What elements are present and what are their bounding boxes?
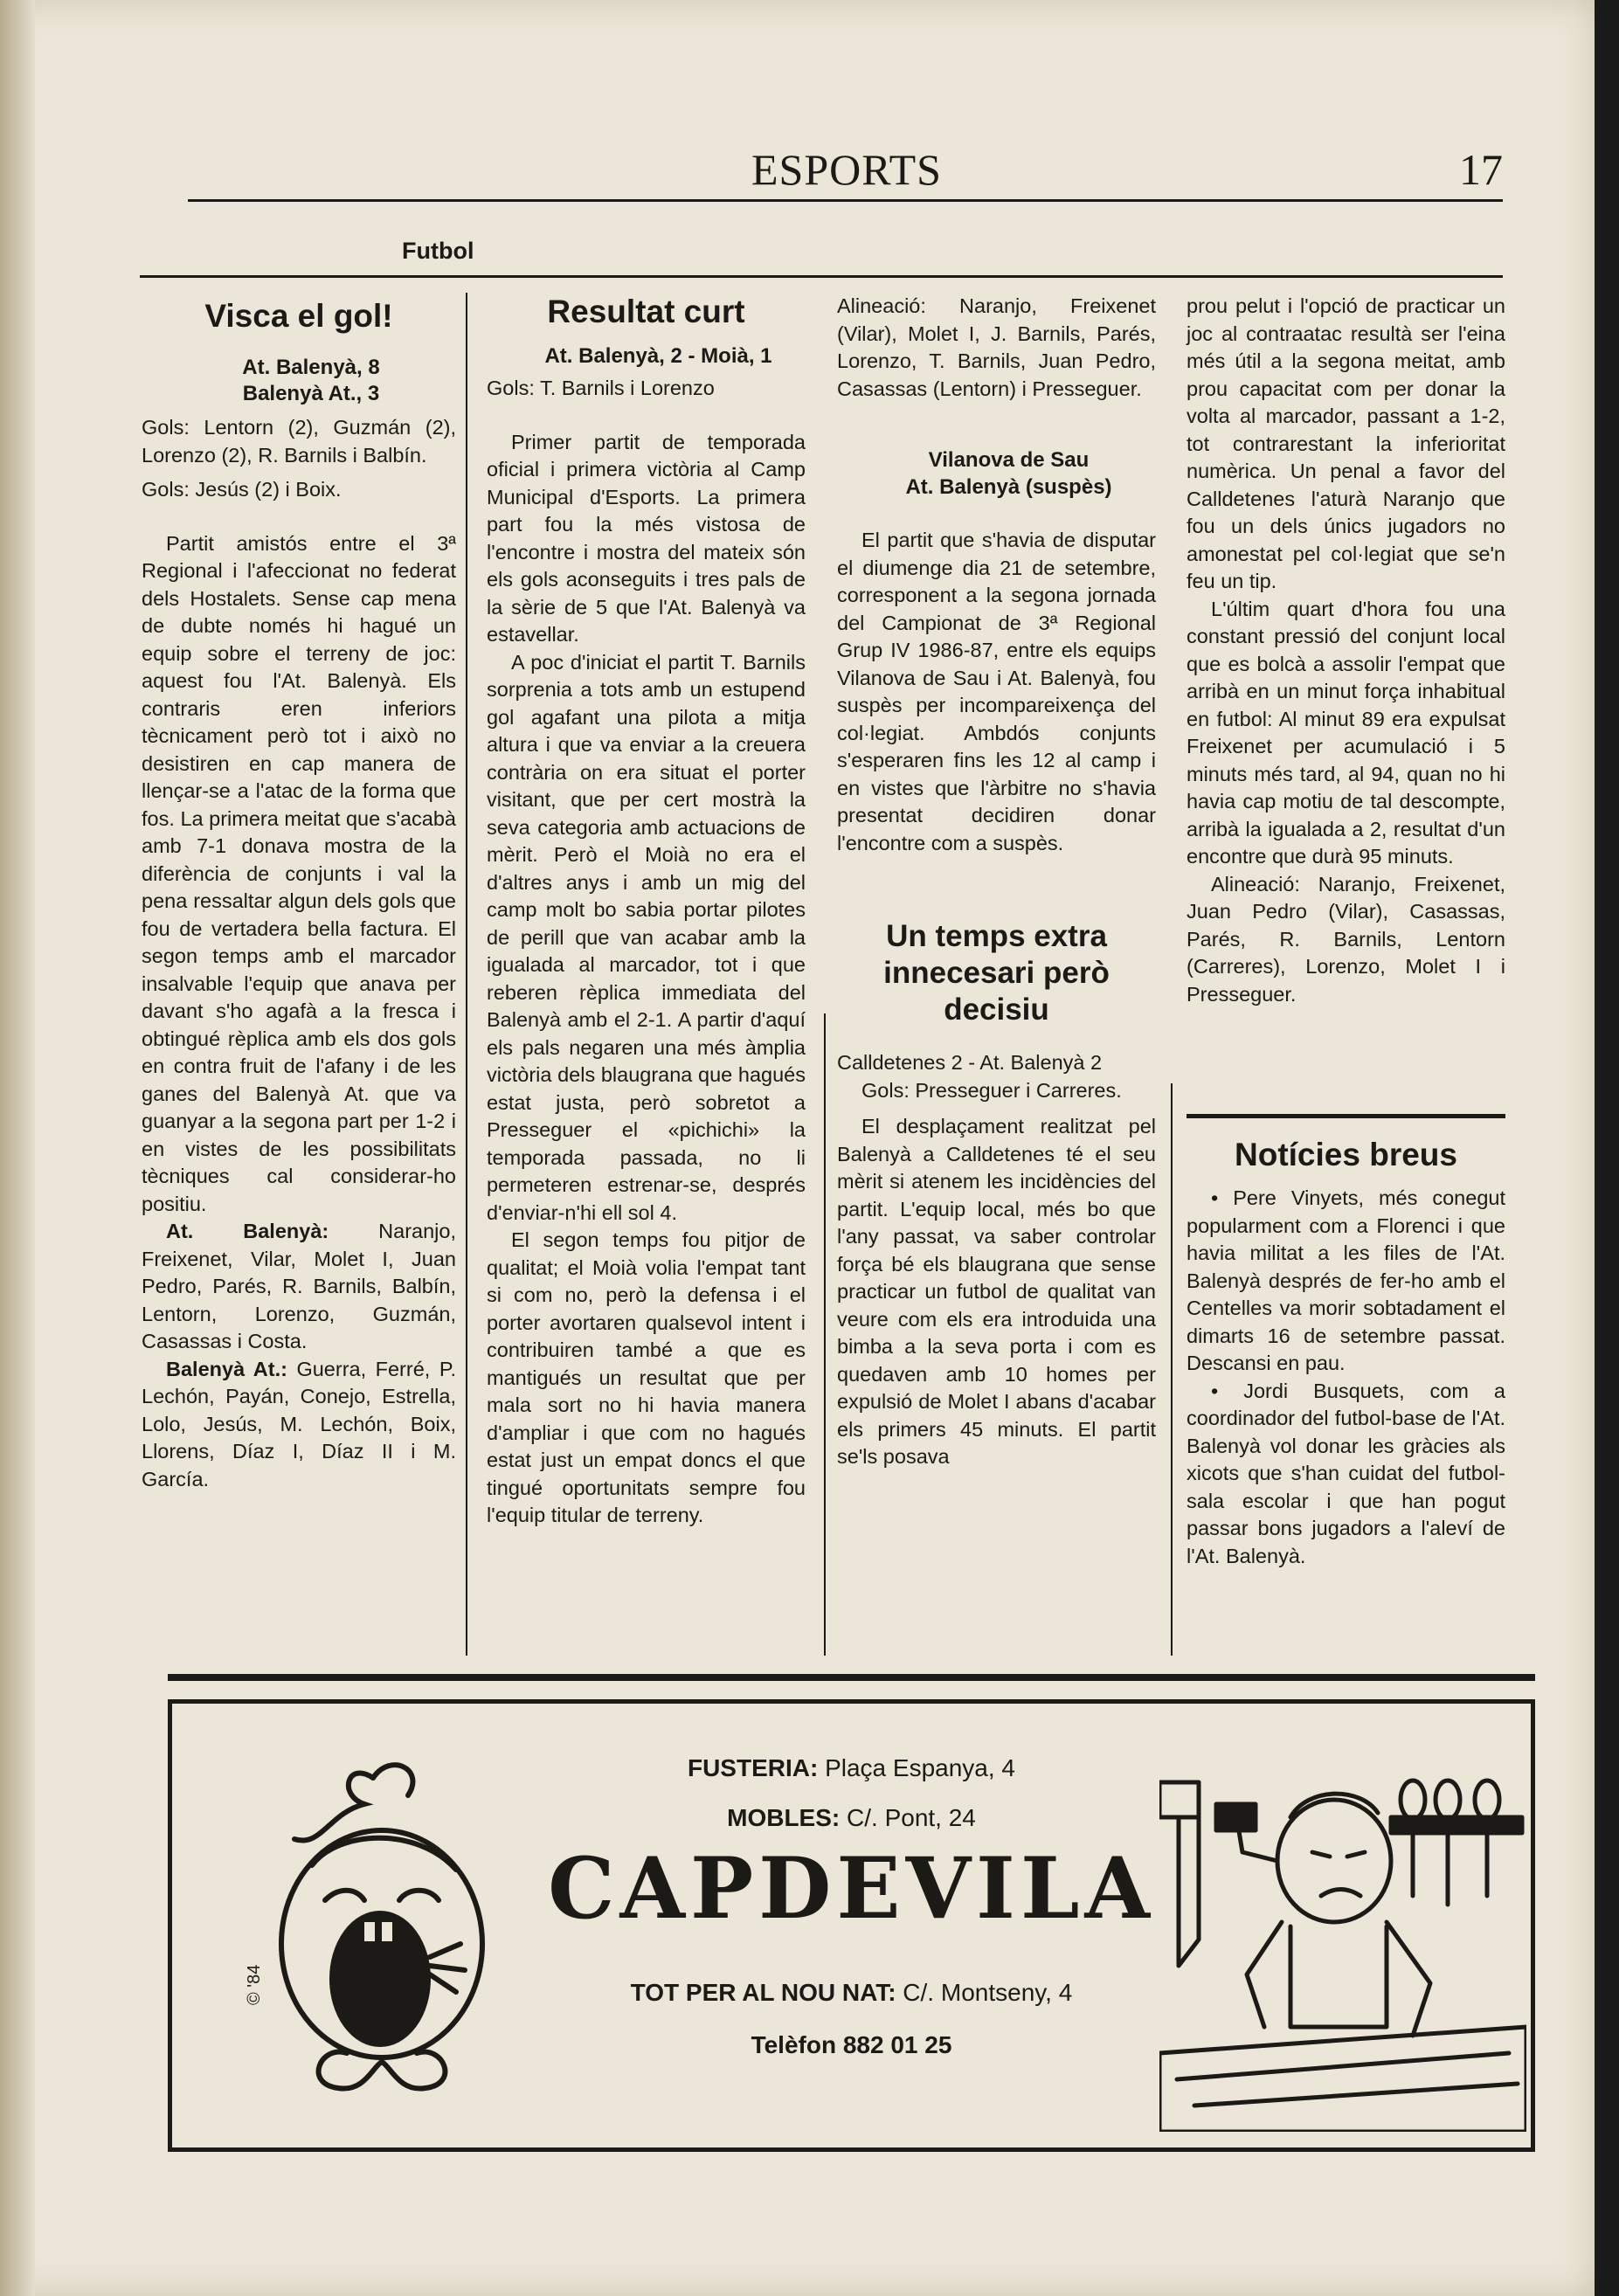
lineup-names: Guerra, Ferré, P. Lechón, Payán, Conejo, Estrella, Lolo, Jesús, M. Lechón, Boix, Llorens, Díaz I, Díaz II i M. García. (142, 1357, 456, 1490)
article-title: Resultat curt (547, 294, 745, 329)
ad-top-rule (168, 1674, 1535, 1681)
section-label: Futbol (402, 238, 474, 264)
ad-value: C/. Pont, 24 (840, 1804, 976, 1831)
article-paragraph: El segon temps fou pitjor de qualitat; el Moià volia l'empat tant si com no, però la defensa i el porter avortaren qualsevol intent i contribuiren també a que es mantigués un resultat que per mala sort no hi havia manera d'ampliar i que com no hagués estat just un empat doncs el que tingué oportunitats sempre fou l'equip titular de terreny. (487, 1228, 806, 1526)
advertisement-capdevila (168, 1699, 1535, 2152)
lineup-text: Alineació: Naranjo, Freixenet, Juan Pedro (Vilar), Casassas, Parés, R. Barnils, Lentorn (Carreres), Lorenzo, Molet I i Presseguer. (1187, 872, 1505, 1006)
article-resultat-curt (487, 293, 806, 1530)
goals-text: Gols: Jesús (2) i Boix. (142, 478, 342, 501)
article-paragraph: L'últim quart d'hora fou una constant pressió del conjunt local que es bolcà a assolir l'empat que arribà en un minut força inhabitual en futbol: Al minut 89 era expulsat Freixenet per acumulació i 5 minuts més tard, al 94, quan no hi havia cap motiu de tal descompte, arribà la igualada a 2, resultat d'un encontre que durà 95 minuts. (1187, 597, 1505, 868)
ad-phone: Telèfon 882 01 25 (751, 2031, 952, 2058)
lineup-text (142, 1218, 456, 1356)
article-title: Visca el gol! (204, 298, 393, 334)
news-item: • Jordi Busquets, com a coordinador del futbol-base de l'At. Balenyà vol donar les gràcies als xicots que s'han cuidat del futbol-sala escolar i que han pogut passar bons jugadors a l'aleví de l'At. Balenyà. (1187, 1379, 1505, 1567)
article-paragraph: Primer partit de temporada oficial i primera victòria al Camp Municipal d'Esports. La primera part fou la més vistosa de l'encontre i mostra del mateix són els gols aconseguits i tres pals de la sèrie de 5 que l'At. Balenyà va estavellar. (487, 430, 806, 646)
ad-label: TOT PER AL NOU NAT: (630, 1979, 896, 2006)
lineup-label: Balenyà At.: (166, 1357, 287, 1380)
article-paragraph: prou pelut i l'opció de practicar un joc al contraatac resultà ser l'eina més útil a la segona meitat, amb prou capacitat com per donar la volta al marcador, passant a 1-2, tot contrarestant la inferioritat numèrica. Un penal a favor del Calldetenes l'aturà Naranjo que fou un dels únics jugadors no amonestat pel col·legiat que se'n feu un tip. (1187, 294, 1505, 592)
article-subtitle: At. Balenyà (suspès) (905, 475, 1112, 499)
lineup-names: Naranjo, Freixenet, Vilar, Molet I, Juan Pedro, Parés, R. Barnils, Balbín, Lentorn, Lorenzo, Guzmán, Casassas i Costa. (142, 1220, 456, 1352)
match-score: At. Balenyà, 2 - Moià, 1 (544, 344, 772, 368)
section-rule (140, 275, 1503, 278)
article-column-4 (1187, 293, 1505, 1008)
page-spine (0, 0, 35, 2296)
article-title: Notícies breus (1235, 1137, 1457, 1172)
goals-text: Gols: T. Barnils i Lorenzo (487, 377, 715, 399)
news-item: • Pere Vinyets, més conegut popularment com a Florenci i que havia militat a les files de l'At. Balenyà després de fer-ho amb el Centelles va morir sobtadament el dimarts 16 de setembre passat. Descansi en pau. (1187, 1186, 1505, 1374)
article-subtitle: Vilanova de Sau (928, 448, 1090, 472)
article-paragraph: Partit amistós entre el 3ª Regional i l'afeccionat no federat dels Hostalets. Sense cap mena de dubte només hi hagué un equip sobre el terreny de joc: aquest fou l'At. Balenyà. Els contraris eren inferiors tècnicament però tot i això no desistiren en cap manera de llençar-se a l'atac de la forma que fos. La primera meitat que s'acabà amb 7-1 donava mostra de la diferència de conjunts i val la pena ressaltar algun dels gols que fou de vertadera bella factura. El segon temps amb el marcador insalvable l'equip que anava per davant s'ho agafà a la fresca i obtingué rèplica amb els dos gols en contra fruit de l'afany i de les ganes del Balenyà At. que va guanyar a la segona part per 1-2 i en vistes de les possibilitats tècniques cal considerar-ho positiu. (142, 531, 456, 1215)
article-paragraph: El partit que s'havia de disputar el diumenge dia 21 de setembre, corresponent a la segona jornada del Campionat de 3ª Regional Grup IV 1986-87, entre els equips Vilanova de Sau i At. Balenyà, fou suspès per incompareixença del col·legiat. Ambdós conjunts s'esperaren fins les 12 al camp i en vistes que l'àrbitre no s'havia presentat decidiren donar l'encontre com a suspès. (837, 529, 1156, 854)
page-number: 17 (1459, 145, 1503, 194)
goals-text: Gols: Lentorn (2), Guzmán (2), Lorenzo (2), R. Barnils i Balbín. (142, 416, 456, 467)
news-rule (1187, 1114, 1505, 1118)
article-paragraph: A poc d'iniciat el partit T. Barnils sorprenia a tots amb un estupend gol agafant una pilota a mitja altura i que va enviar a la creuera contrària on era situat el porter visitant, que per cert mostrà la seva categoria amb actuacions de mèrit. Però el Moià no era el d'altres anys i amb un mig del camp molt bo sabia portar pilotes de perill que van acabar amb la igualada al marcador, tot i que reberen rèplica immediata del Balenyà amb el 2-1. A partir d'aquí els pals negaren una més àmplia victòria dels blaugrana que hagués estat justa, però sobretot a Presseguer el «pichichi» la temporada passada, no li permeteren estrenar-se, després d'enviar-n'hi ell sol 4. (487, 650, 806, 1224)
section-header: ESPORTS (751, 145, 942, 194)
crying-baby-illustration (242, 1743, 522, 2119)
lineup-label: At. Balenyà: (166, 1220, 329, 1242)
svg-text:© '84: © '84 (245, 1964, 264, 2005)
article-paragraph: El desplaçament realitzat pel Balenyà a Calldetenes té el seu mèrit si atenem les incidències del partit. L'equip local, més bo que l'any passat, va saber controlar força bé els blaugrana que sense practicar un futbol de qualitat van veure com els era introduida una bimba a la seva porta i com es quedaven amb 10 homes per expulsió de Molet I abans d'acabar els primers 45 minuts. El partit se'ls posava (837, 1115, 1156, 1468)
ad-label: MOBLES: (727, 1804, 841, 1831)
article-title: Un temps extra innecesari però decisiu (883, 919, 1110, 1027)
column-divider (824, 1013, 826, 1656)
ad-value: Plaça Espanya, 4 (818, 1754, 1016, 1781)
lineup-text (142, 1356, 456, 1494)
column-divider (466, 293, 467, 1656)
ad-value: C/. Montseny, 4 (896, 1979, 1073, 2006)
column-divider (1171, 1083, 1173, 1656)
match-score: Calldetenes 2 - At. Balenyà 2 (837, 1051, 1103, 1074)
ad-brand-name: CAPDEVILA (548, 1839, 1155, 1938)
header-rule (188, 199, 1503, 202)
lineup-text: Alineació: Naranjo, Freixenet (Vilar), Molet I, J. Barnils, Parés, Lorenzo, T. Barnils, Juan Pedro, Casassas (Lentorn) i Presseguer. (837, 294, 1156, 400)
article-column-3 (837, 293, 1156, 1471)
article-visca-el-gol (142, 297, 456, 1493)
carpenter-illustration (1159, 1765, 1526, 2132)
goals-text: Gols: Presseguer i Carreres. (861, 1078, 1122, 1102)
match-score: At. Balenyà, 8 (242, 356, 380, 379)
match-score: Balenyà At., 3 (242, 382, 380, 405)
article-noticies-breus (1187, 1136, 1505, 1570)
ad-label: FUSTERIA: (687, 1754, 819, 1781)
